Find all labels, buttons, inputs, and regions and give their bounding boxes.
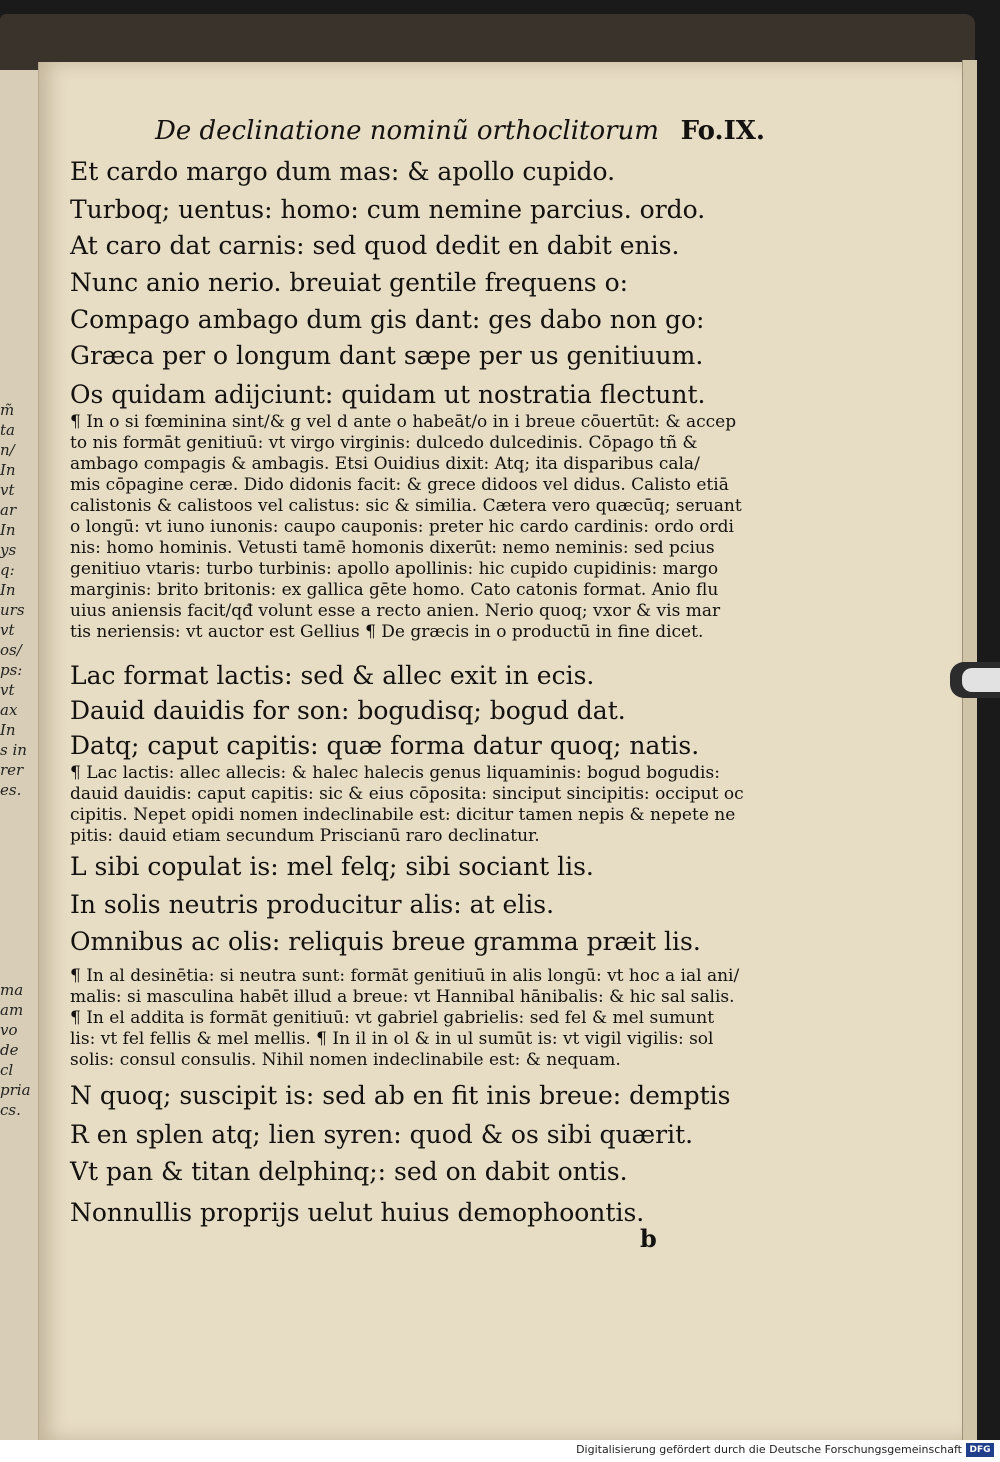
facing-page-edge [0,70,42,1440]
signature-mark: b [640,1224,657,1253]
facing-page-fragment-line: vo [0,1021,18,1039]
commentary-block [70,763,760,847]
facing-page-fragment-line: In [0,581,16,599]
folio-number: Fo.IX. [680,116,765,146]
verse-line: Compago ambago dum gis dant: ges dabo non go: [70,305,705,334]
commentary-line: marginis: brito britonis: ex gallica gēte homo. Cato catonis format. Anio flu [70,580,719,600]
commentary-line: pitis: dauid etiam secundum Priscianū raro declinatur. [70,826,540,846]
commentary-line: nis: homo hominis. Vetusti tamē homonis dixerūt: nemo neminis: sed pcius [70,538,715,558]
verse-line: Nunc anio nerio. breuiat gentile frequens o: [70,268,629,297]
verse-line: Vt pan & titan delphinq;: sed on dabit ontis. [70,1157,628,1186]
facing-page-fragment-line: q: [0,561,15,579]
commentary-line: tis neriensis: vt auctor est Gellius ¶ De græcis in o productū in fine dicet. [70,622,704,642]
facing-page-fragment-line: In [0,521,16,539]
verse-line: At caro dat carnis: sed quod dedit en dabit enis. [70,231,680,260]
facing-page-fragment-line: ma [0,981,24,999]
dfg-logo: DFG [966,1443,994,1457]
verse-line: Omnibus ac olis: reliquis breue gramma præit lis. [70,927,701,956]
facing-page-fragment-line: ys [0,541,17,559]
facing-page-fragment-line: ax [0,701,18,719]
commentary-line: o longū: vt iuno iunonis: caupo cauponis: preter hic cardo cardinis: ordo ordi [70,517,734,537]
facing-page-fragment-line: cs. [0,1101,21,1119]
facing-page-fragment-line: vt [0,681,15,699]
verse-line: R en splen atq; lien syren: quod & os sibi quærit. [70,1120,694,1149]
commentary-line: mis cōpagine ceræ. Dido didonis facit: & grece didoos vel didus. Calisto etiā [70,475,729,495]
facing-page-fragment-line: vt [0,481,15,499]
facing-page-fragment-line: ar [0,501,17,519]
commentary-line: lis: vt fel fellis & mel mellis. ¶ In il in ol & in ul sumūt is: vt vigil vigilis: sol [70,1029,714,1049]
facing-page-fragment-line: am [0,1001,24,1019]
facing-page-fragment-line: urs [0,601,25,619]
facing-page-fragment-line: es. [0,781,22,799]
verse-line: N quoq; suscipit is: sed ab en fit inis breue: demptis [70,1081,731,1110]
commentary-line: malis: si masculina habēt illud a breue: vt Hannibal hānibalis: & hic sal salis. [70,987,735,1007]
facing-page-fragment-line: de cl [0,1041,19,1079]
page-header [155,116,765,150]
commentary-line: genitiuo vtaris: turbo turbinis: apollo apollinis: hic cupido cupidinis: margo [70,559,719,579]
bookmark-clip-inner [962,668,1000,692]
commentary-line: ¶ In el addita is formāt genitiuū: vt gabriel gabrielis: sed fel & mel sumunt [70,1008,715,1028]
commentary-line: to nis formāt genitiuū: vt virgo virginis: dulcedo dulcedinis. Cōpago tñ & [70,433,698,453]
funding-credit: Digitalisierung gefördert durch die Deutsche Forschungsgemeinschaft [576,1443,962,1456]
page-fore-edge [962,60,977,1440]
facing-page-fragment-line: In [0,461,16,479]
commentary-line: calistonis & calistoos vel calistus: sic & similia. Cætera vero quæcūq; seruant [70,496,742,516]
verse-line: Nonnullis proprijs uelut huius demophoontis. [70,1198,645,1227]
facing-page-fragment-line: pria [0,1081,31,1099]
verse-line: Et cardo margo dum mas: & apollo cupido. [70,157,616,186]
running-title: De declinatione nominũ orthoclitorum [155,116,659,146]
commentary-line: ¶ In o si fœminina sint/& g vel d ante o habeāt/o in i breue cōuertūt: & accep [70,412,737,432]
verse-line: Datq; caput capitis: quæ forma datur quoq; natis. [70,731,700,760]
facing-page-fragment-line: ps: [0,661,23,679]
facing-page-fragment-line: In [0,721,16,739]
facing-page-text-fragment [0,400,36,1120]
verse-line: Dauid dauidis for son: bogudisq; bogud dat. [70,696,626,725]
verse-line: In solis neutris producitur alis: at elis. [70,890,555,919]
commentary-block [70,412,760,643]
digitization-footer [0,1440,1000,1462]
commentary-line: dauid dauidis: caput capitis: sic & eius cōposita: sinciput sincipitis: occiput oc [70,784,744,804]
verse-line: L sibi copulat is: mel felq; sibi sociant lis. [70,852,594,881]
facing-page-fragment-line: s in [0,741,27,759]
verse-line: Turboq; uentus: homo: cum nemine parcius. ordo. [70,195,706,224]
commentary-line: uius aniensis facit/qđ volunt esse a recto anien. Nerio quoq; vxor & vis mar [70,601,721,621]
commentary-line: ¶ In al desinētia: si neutra sunt: formāt genitiuū in alis longū: vt hoc a ial ani/ [70,966,740,986]
verse-line: Græca per o longum dant sæpe per us genitiuum. [70,341,704,370]
commentary-line: ¶ Lac lactis: allec allecis: & halec halecis genus liquaminis: bogud bogudis: [70,763,720,783]
commentary-line: cipitis. Nepet opidi nomen indeclinabile est: dicitur tamen nepis & nepete ne [70,805,736,825]
facing-page-fragment-line: rer [0,761,24,779]
facing-page-fragment-line: ta [0,421,15,439]
commentary-block [70,966,760,1071]
facing-page-fragment-line: m̃ [0,401,15,419]
facing-page-fragment-line: vt [0,621,15,639]
commentary-line: ambago compagis & ambagis. Etsi Ouidius dixit: Atq; ita disparibus cala/ [70,454,700,474]
commentary-line: solis: consul consulis. Nihil nomen indeclinabile est: & nequam. [70,1050,621,1070]
facing-page-fragment-line: n/ [0,441,15,459]
verse-line: Lac format lactis: sed & allec exit in ecis. [70,661,595,690]
verse-line: Os quidam adijciunt: quidam ut nostratia flectunt. [70,380,706,409]
facing-page-fragment-line: os/ [0,641,22,659]
